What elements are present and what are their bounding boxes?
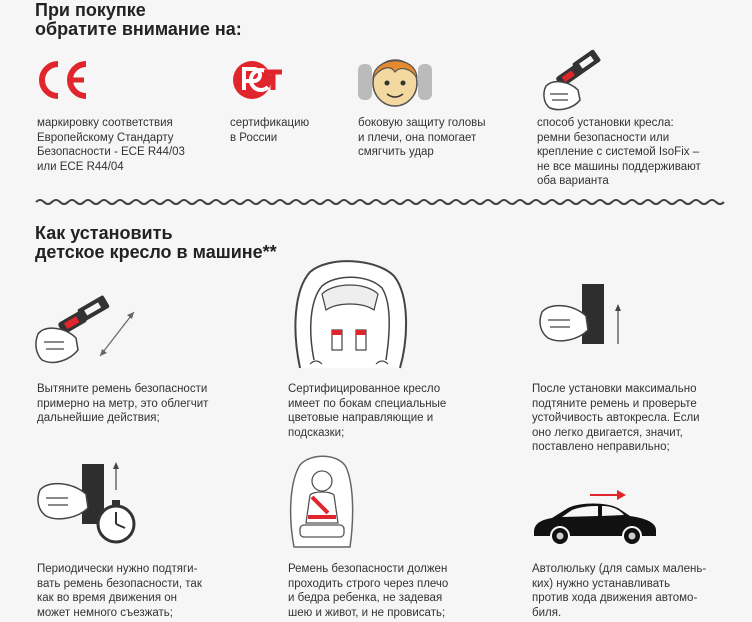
install-step-caption (532, 562, 706, 620)
caption-line: Безопасности - ECE R44/03 (37, 146, 185, 158)
child-head-protection-icon (356, 50, 434, 110)
caption-line: дальнейшие действия; (37, 412, 160, 424)
caption-line: крепление с системой IsoFix – (537, 146, 700, 158)
caption-line: поставлено неправильно; (532, 441, 670, 453)
caption-line: После установки максимально (532, 383, 697, 395)
child-in-seat-icon (288, 455, 356, 549)
purchase-item-caption (37, 116, 185, 174)
section-title-install (35, 224, 277, 262)
title-line: При покупке (35, 0, 146, 20)
rear-facing-car-icon (532, 486, 660, 548)
caption-line: подсказки; (288, 426, 345, 439)
purchase-item-caption (358, 116, 486, 160)
caption-line: может немного съезжать; (37, 606, 173, 619)
caption-line: не все машины поддерживают (537, 160, 701, 173)
install-step-caption (288, 382, 446, 440)
caption-line: как во время движения он (37, 592, 177, 604)
caption-line: примерно на метр, это облегчит (37, 397, 209, 410)
caption-line: Автолюльку (для самых малень- (532, 563, 707, 575)
title-line: обратите внимание на: (35, 19, 242, 39)
caption-line: ремни безопасности или (537, 131, 670, 144)
caption-line: и бедра ребенка, не задевая (288, 592, 443, 604)
caption-line: способ установки кресла: (537, 117, 674, 129)
caption-line: боковую защиту головы (358, 117, 486, 129)
caption-line: против хода движения автомо- (532, 592, 698, 604)
title-line: детское кресло в машине** (35, 242, 277, 262)
install-step-caption (288, 562, 448, 620)
install-step-caption (37, 562, 202, 620)
caption-line: имеет по бокам специальные (288, 397, 447, 410)
install-step-caption (37, 382, 208, 426)
caption-line: сертификацию (230, 117, 310, 129)
seat-belt-buckle-icon (540, 42, 620, 116)
car-seat-guides-icon (290, 260, 412, 372)
caption-line: Вытяните ремень безопасности (37, 383, 208, 395)
pull-belt-icon (34, 282, 138, 374)
caption-line: проходить строго через плечо (288, 577, 449, 590)
caption-line: смягчить удар (358, 146, 434, 158)
caption-line: шею и живот, и не провисать; (288, 606, 446, 619)
ce-mark-icon (36, 60, 92, 100)
caption-line: Сертифицированное кресло (288, 383, 441, 395)
caption-line: биля. (532, 606, 562, 619)
caption-line: подтяните ремень и проверьте (532, 397, 697, 410)
purchase-item-caption (537, 116, 701, 189)
rst-certification-icon (230, 56, 286, 104)
caption-line: оно легко двигается, значит, (532, 426, 683, 439)
caption-line: Периодически нужно подтяги- (37, 563, 198, 575)
caption-line: ких) нужно устанавливать (532, 577, 671, 590)
title-line: Как установить (35, 223, 173, 243)
section-title-purchase (35, 1, 242, 39)
caption-line: Европейскому Стандарту (37, 131, 174, 144)
wavy-divider (36, 196, 712, 208)
install-step-caption (532, 382, 700, 455)
caption-line: вать ремень безопасности, так (37, 577, 202, 590)
caption-line: и плечи, она помогает (358, 131, 477, 144)
caption-line: в России (230, 131, 278, 144)
purchase-item-caption (230, 116, 309, 145)
caption-line: маркировку соответствия (37, 117, 173, 129)
caption-line: оба варианта (537, 175, 609, 187)
caption-line: Ремень безопасности должен (288, 563, 448, 575)
caption-line: или ECE R44/04 (37, 160, 124, 173)
tighten-belt-icon (538, 282, 630, 366)
caption-line: устойчивость автокресла. Если (532, 412, 700, 424)
stopwatch-belt-icon (36, 460, 140, 548)
caption-line: цветовые направляющие и (288, 412, 434, 424)
